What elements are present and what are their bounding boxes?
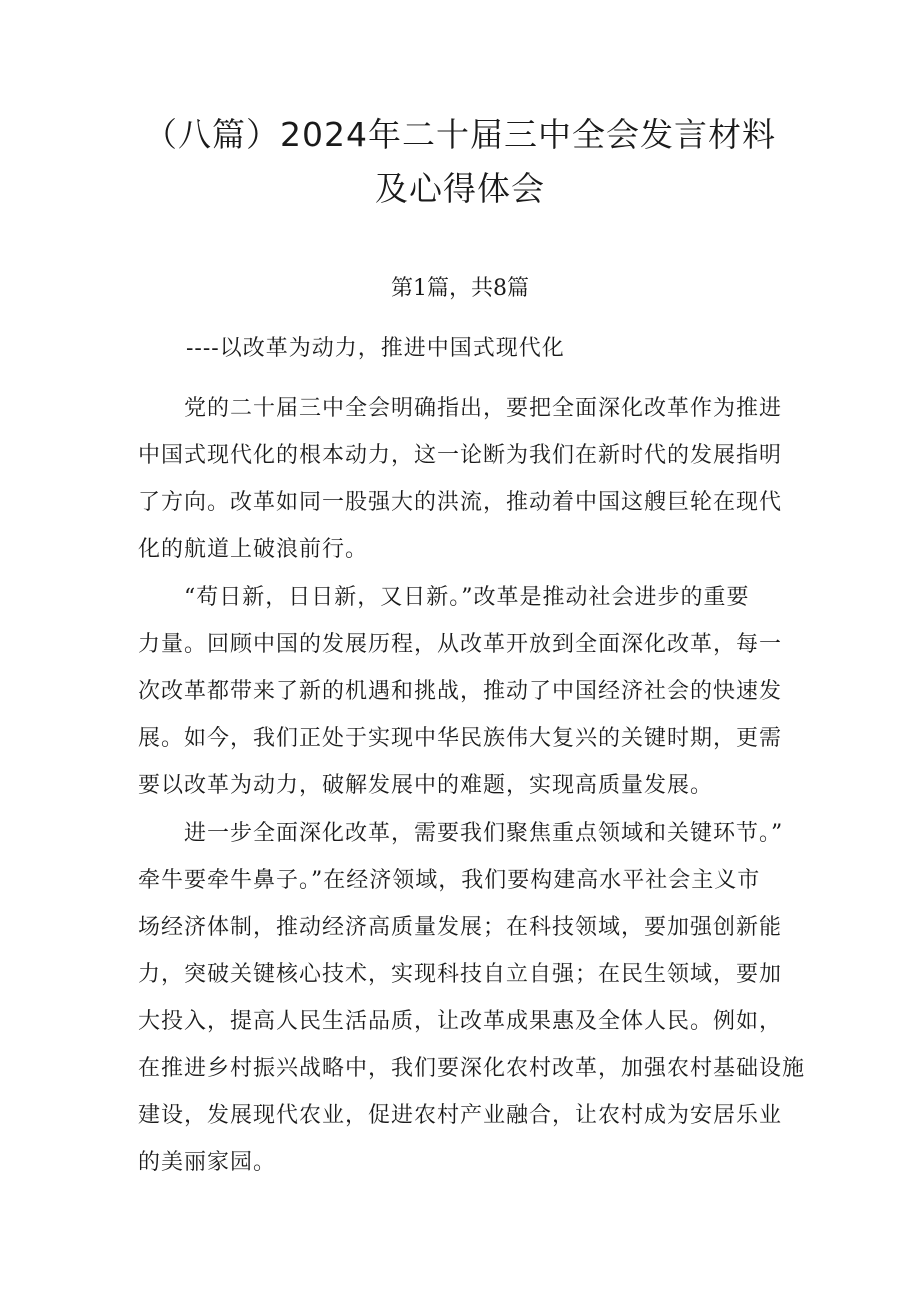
paragraph-line: 力，突破关键核心技术，实现科技自立自强；在民生领域，要加	[138, 962, 783, 987]
paragraph-line: 牵牛要牵牛鼻子。”在经济领域，我们要构建高水平社会主义市	[138, 868, 761, 893]
paragraph-line: 中国式现代化的根本动力，这一论断为我们在新时代的发展指明	[138, 443, 783, 468]
paragraph-line: “苟日新，日日新，又日新。”改革是推动社会进步的重要	[184, 585, 750, 610]
paragraph-line: 力量。回顾中国的发展历程，从改革开放到全面深化改革，每一	[138, 632, 783, 657]
paragraph-line: 在推进乡村振兴战略中，我们要深化农村改革，加强农村基础设施	[138, 1056, 806, 1081]
section-number: 第1篇，共8篇	[391, 276, 529, 301]
document-title	[100, 108, 820, 216]
paragraph-2	[138, 574, 788, 809]
paragraph-line: 建设，发展现代农业，促进农村产业融合，让农村成为安居乐业	[138, 1103, 783, 1128]
paragraph-1	[138, 385, 788, 573]
paragraph-line: 的美丽家园。	[138, 1150, 277, 1175]
paragraph-line: 要以改革为动力，破解发展中的难题，实现高质量发展。	[138, 773, 714, 798]
paragraph-line: 了方向。改革如同一股强大的洪流，推动着中国这艘巨轮在现代	[138, 490, 783, 515]
title-line-2: 及心得体会	[375, 169, 545, 208]
paragraph-line: 党的二十届三中全会明确指出，要把全面深化改革作为推进	[184, 396, 783, 421]
paragraph-line: 进一步全面深化改革，需要我们聚焦重点领域和关键环节。”	[184, 821, 784, 846]
paragraph-line: 化的航道上破浪前行。	[138, 537, 369, 562]
paragraph-line: 次改革都带来了新的机遇和挑战，推动了中国经济社会的快速发	[138, 679, 783, 704]
paragraph-line: 展。如今，我们正处于实现中华民族伟大复兴的关键时期，更需	[138, 726, 783, 751]
paragraph-line: 场经济体制，推动经济高质量发展；在科技领域，要加强创新能	[138, 915, 783, 940]
paragraph-line: 大投入，提高人民生活品质，让改革成果惠及全体人民。例如，	[138, 1009, 783, 1034]
paragraph-3	[138, 810, 806, 1186]
title-line-1: （八篇）2024年二十届三中全会发言材料	[144, 115, 776, 154]
section-slogan: ----以改革为动力，推进中国式现代化	[186, 336, 565, 361]
